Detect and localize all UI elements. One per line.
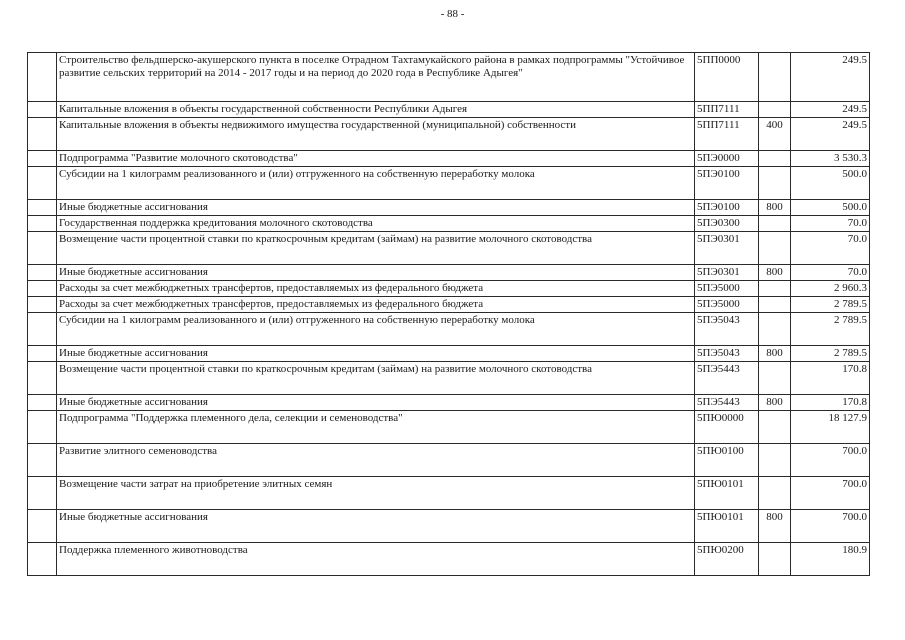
row-vr [759,362,791,395]
row-code: 5ПЭ5000 [695,297,759,313]
empty-cell [28,313,57,346]
row-vr [759,313,791,346]
table-row [28,200,870,216]
row-code: 5ПЮ0101 [695,510,759,543]
table-row [28,167,870,200]
empty-cell [28,543,57,576]
row-amount: 3 530.3 [791,151,870,167]
row-code: 5ПЭ0100 [695,167,759,200]
row-code: 5ПЭ0300 [695,216,759,232]
row-amount: 2 789.5 [791,297,870,313]
empty-cell [28,265,57,281]
row-code: 5ПЭ0301 [695,265,759,281]
empty-cell [28,297,57,313]
table-row [28,543,870,576]
row-vr: 800 [759,510,791,543]
row-name: Подпрограмма "Поддержка племенного дела, селекции и семеноводства" [57,411,695,444]
row-amount: 2 960.3 [791,281,870,297]
row-name: Капитальные вложения в объекты недвижимого имущества государственной (муниципальной) собственности [57,118,695,151]
row-code: 5ПЮ0200 [695,543,759,576]
empty-cell [28,346,57,362]
row-amount: 249.5 [791,102,870,118]
empty-cell [28,477,57,510]
table-row [28,444,870,477]
page-number: - 88 - [440,8,465,20]
row-amount: 18 127.9 [791,411,870,444]
table-row [28,53,870,102]
row-vr [759,53,791,102]
empty-cell [28,281,57,297]
row-name: Иные бюджетные ассигнования [57,265,695,281]
table-row [28,102,870,118]
row-name: Поддержка племенного животноводства [57,543,695,576]
row-amount: 70.0 [791,232,870,265]
row-code: 5ПЭ0301 [695,232,759,265]
row-code: 5ПЭ5043 [695,313,759,346]
table-row [28,411,870,444]
row-name: Иные бюджетные ассигнования [57,200,695,216]
empty-cell [28,167,57,200]
budget-table [27,52,870,576]
row-name: Расходы за счет межбюджетных трансфертов, предоставляемых из федерального бюджета [57,297,695,313]
row-name: Возмещение части затрат на приобретение элитных семян [57,477,695,510]
row-code: 5ПЮ0100 [695,444,759,477]
row-name: Расходы за счет межбюджетных трансфертов, предоставляемых из федерального бюджета [57,281,695,297]
row-code: 5ПП0000 [695,53,759,102]
empty-cell [28,444,57,477]
row-amount: 500.0 [791,167,870,200]
row-vr [759,297,791,313]
empty-cell [28,411,57,444]
row-name: Возмещение части процентной ставки по краткосрочным кредитам (займам) на развитие молочного скотоводства [57,362,695,395]
row-amount: 2 789.5 [791,346,870,362]
table-row [28,232,870,265]
row-vr: 800 [759,265,791,281]
row-vr [759,102,791,118]
row-vr [759,216,791,232]
table-row [28,477,870,510]
row-name: Подпрограмма "Развитие молочного скотоводства" [57,151,695,167]
empty-cell [28,102,57,118]
budget-table-body [28,53,870,576]
row-vr: 400 [759,118,791,151]
row-vr [759,543,791,576]
row-code: 5ПЮ0000 [695,411,759,444]
row-amount: 700.0 [791,477,870,510]
table-row [28,265,870,281]
empty-cell [28,362,57,395]
row-name: Развитие элитного семеноводства [57,444,695,477]
row-amount: 170.8 [791,395,870,411]
row-vr [759,167,791,200]
empty-cell [28,53,57,102]
empty-cell [28,151,57,167]
row-amount: 249.5 [791,53,870,102]
table-row [28,346,870,362]
row-amount: 170.8 [791,362,870,395]
row-name: Иные бюджетные ассигнования [57,346,695,362]
row-code: 5ПЭ5443 [695,362,759,395]
table-row [28,216,870,232]
empty-cell [28,395,57,411]
row-amount: 249.5 [791,118,870,151]
row-amount: 70.0 [791,265,870,281]
row-vr: 800 [759,395,791,411]
row-name: Возмещение части процентной ставки по краткосрочным кредитам (займам) на развитие молочного скотоводства [57,232,695,265]
row-code: 5ПЮ0101 [695,477,759,510]
row-name: Строительство фельдшерско-акушерского пункта в поселке Отрадном Тахтамукайского района в рамках подпрограммы "Устойчивое развитие сельских территорий на 2014 - 2017 годы и на период до 2020 года в Республике Адыгея" [57,53,695,102]
row-vr: 800 [759,346,791,362]
row-code: 5ПЭ5000 [695,281,759,297]
empty-cell [28,200,57,216]
row-vr [759,477,791,510]
row-name: Субсидии на 1 килограмм реализованного и (или) отгруженного на собственную переработку молока [57,167,695,200]
row-code: 5ПП7111 [695,118,759,151]
row-name: Иные бюджетные ассигнования [57,510,695,543]
table-row [28,362,870,395]
empty-cell [28,232,57,265]
table-row [28,281,870,297]
row-name: Иные бюджетные ассигнования [57,395,695,411]
table-row [28,118,870,151]
row-code: 5ПЭ0000 [695,151,759,167]
row-vr [759,151,791,167]
row-name: Государственная поддержка кредитования молочного скотоводства [57,216,695,232]
row-vr [759,232,791,265]
table-row [28,297,870,313]
row-code: 5ПЭ5043 [695,346,759,362]
empty-cell [28,118,57,151]
table-row [28,313,870,346]
table-row [28,395,870,411]
row-amount: 700.0 [791,444,870,477]
table-row [28,151,870,167]
row-amount: 180.9 [791,543,870,576]
row-vr: 800 [759,200,791,216]
empty-cell [28,216,57,232]
row-name: Капитальные вложения в объекты государственной собственности Республики Адыгея [57,102,695,118]
row-amount: 2 789.5 [791,313,870,346]
row-code: 5ПЭ5443 [695,395,759,411]
empty-cell [28,510,57,543]
row-vr [759,281,791,297]
row-amount: 70.0 [791,216,870,232]
row-vr [759,444,791,477]
row-code: 5ПЭ0100 [695,200,759,216]
row-amount: 500.0 [791,200,870,216]
row-vr [759,411,791,444]
row-code: 5ПП7111 [695,102,759,118]
table-row [28,510,870,543]
row-amount: 700.0 [791,510,870,543]
row-name: Субсидии на 1 килограмм реализованного и (или) отгруженного на собственную переработку молока [57,313,695,346]
